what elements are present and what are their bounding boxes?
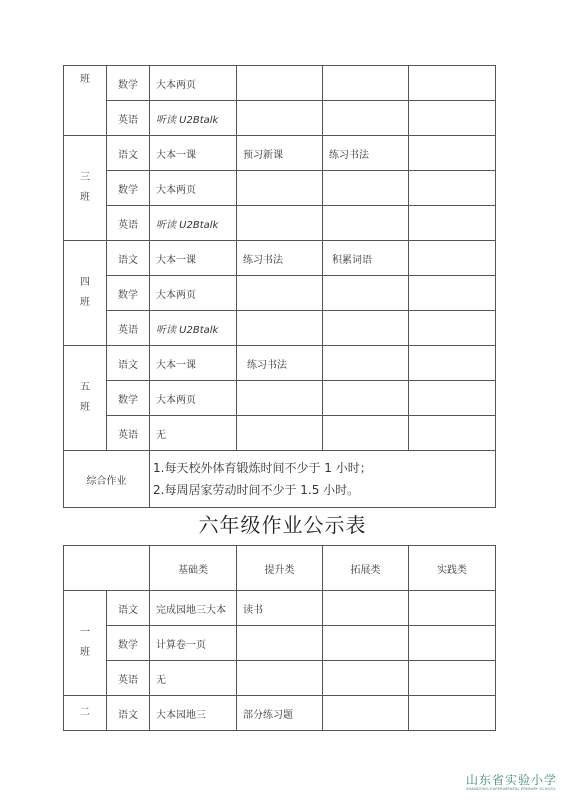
- subject-cell: 语文: [107, 241, 150, 276]
- practice-cell: [409, 696, 496, 731]
- expand-cell: 练习书法: [323, 136, 409, 171]
- class-cell: 五 班: [64, 346, 107, 451]
- expand-cell: [323, 416, 409, 451]
- table-row: [64, 241, 496, 276]
- practice-cell: [409, 626, 496, 661]
- expand-cell: 积累词语: [323, 241, 409, 276]
- expand-cell: [323, 696, 409, 731]
- advance-cell: [237, 101, 323, 136]
- grade-five-homework-table: [63, 65, 496, 508]
- table-row: [64, 381, 496, 416]
- table-row: [64, 136, 496, 171]
- table-row: [64, 591, 496, 626]
- subject-cell: 语文: [107, 696, 150, 731]
- page-title: 六年级作业公示表: [198, 513, 367, 537]
- table-row: [64, 346, 496, 381]
- basic-cell: 大本两页: [150, 171, 237, 206]
- subject-cell: 英语: [107, 311, 150, 346]
- header-basic: 基础类: [150, 546, 237, 591]
- advance-cell: 部分练习题: [237, 696, 323, 731]
- basic-cell: 大本两页: [150, 276, 237, 311]
- class-cell: 二: [64, 696, 107, 731]
- basic-cell: 大本一课: [150, 241, 237, 276]
- advance-cell: [237, 661, 323, 696]
- header-corner-cell: [64, 546, 150, 591]
- class-cell: 班: [64, 66, 107, 136]
- subject-cell: 英语: [107, 101, 150, 136]
- expand-cell: [323, 206, 409, 241]
- advance-cell: [237, 381, 323, 416]
- expand-cell: [323, 381, 409, 416]
- header-practice: 实践类: [409, 546, 496, 591]
- school-logo-english: SHANDONG EXPERIMENTAL PRIMARY SCHOOL: [466, 787, 556, 791]
- subject-cell: 英语: [107, 416, 150, 451]
- subject-cell: 语文: [107, 346, 150, 381]
- advance-cell: [237, 626, 323, 661]
- subject-cell: 语文: [107, 591, 150, 626]
- table-row: [64, 276, 496, 311]
- advance-cell: [237, 66, 323, 101]
- header-advance: 提升类: [237, 546, 323, 591]
- comprehensive-homework-line-2: 2.每周居家劳动时间不少于 1.5 小时。: [153, 483, 360, 497]
- practice-cell: [409, 661, 496, 696]
- comprehensive-homework-line-1: 1.每天校外体育锻炼时间不少于 1 小时；: [153, 461, 372, 475]
- expand-cell: [323, 626, 409, 661]
- practice-cell: [409, 136, 496, 171]
- basic-cell: 大本两页: [150, 381, 237, 416]
- basic-cell: 大本一课: [150, 346, 237, 381]
- table-row: [64, 661, 496, 696]
- table-row: [64, 626, 496, 661]
- school-logo-chinese: 山东省实验小学: [466, 773, 558, 787]
- table-row: [64, 101, 496, 136]
- subject-cell: 英语: [107, 206, 150, 241]
- expand-cell: [323, 101, 409, 136]
- advance-cell: 练习书法: [237, 241, 323, 276]
- practice-cell: [409, 381, 496, 416]
- basic-cell: 大本园地三: [150, 696, 237, 731]
- subject-cell: 数学: [107, 276, 150, 311]
- expand-cell: [323, 346, 409, 381]
- practice-cell: [409, 416, 496, 451]
- header-expand: 拓展类: [323, 546, 409, 591]
- basic-cell: 听读 U2Btalk: [150, 101, 237, 136]
- basic-cell: 大本两页: [150, 66, 237, 101]
- class-cell: 四 班: [64, 241, 107, 346]
- grade-six-homework-table: [63, 545, 496, 731]
- table-row: [64, 311, 496, 346]
- comprehensive-homework-label: 综合作业: [64, 451, 150, 508]
- basic-cell: 无: [150, 661, 237, 696]
- basic-cell: 听读 U2Btalk: [150, 311, 237, 346]
- basic-cell: 计算卷一页: [150, 626, 237, 661]
- school-logo: [466, 774, 558, 796]
- table-row: [64, 696, 496, 731]
- advance-cell: 读书: [237, 591, 323, 626]
- table-row: [64, 171, 496, 206]
- expand-cell: [323, 66, 409, 101]
- comprehensive-homework-content: [150, 451, 496, 508]
- practice-cell: [409, 206, 496, 241]
- expand-cell: [323, 591, 409, 626]
- advance-cell: [237, 206, 323, 241]
- basic-cell: 大本一课: [150, 136, 237, 171]
- practice-cell: [409, 276, 496, 311]
- subject-cell: 数学: [107, 381, 150, 416]
- practice-cell: [409, 346, 496, 381]
- class-cell: 三 班: [64, 136, 107, 241]
- subject-cell: 数学: [107, 171, 150, 206]
- practice-cell: [409, 311, 496, 346]
- subject-cell: 数学: [107, 66, 150, 101]
- advance-cell: [237, 276, 323, 311]
- practice-cell: [409, 591, 496, 626]
- class-cell: 一 班: [64, 591, 107, 696]
- advance-cell: [237, 416, 323, 451]
- practice-cell: [409, 171, 496, 206]
- expand-cell: [323, 661, 409, 696]
- advance-cell: [237, 171, 323, 206]
- table-row: [64, 66, 496, 101]
- subject-cell: 数学: [107, 626, 150, 661]
- advance-cell: 练习书法: [237, 346, 323, 381]
- basic-cell: 听读 U2Btalk: [150, 206, 237, 241]
- table-row: [64, 206, 496, 241]
- table-row: [64, 451, 496, 508]
- practice-cell: [409, 101, 496, 136]
- expand-cell: [323, 171, 409, 206]
- subject-cell: 英语: [107, 661, 150, 696]
- basic-cell: 无: [150, 416, 237, 451]
- table-row: [64, 416, 496, 451]
- table-header-row: [64, 546, 496, 591]
- expand-cell: [323, 311, 409, 346]
- expand-cell: [323, 276, 409, 311]
- subject-cell: 语文: [107, 136, 150, 171]
- advance-cell: [237, 311, 323, 346]
- practice-cell: [409, 66, 496, 101]
- advance-cell: 预习新课: [237, 136, 323, 171]
- basic-cell: 完成园地三大本: [150, 591, 237, 626]
- practice-cell: [409, 241, 496, 276]
